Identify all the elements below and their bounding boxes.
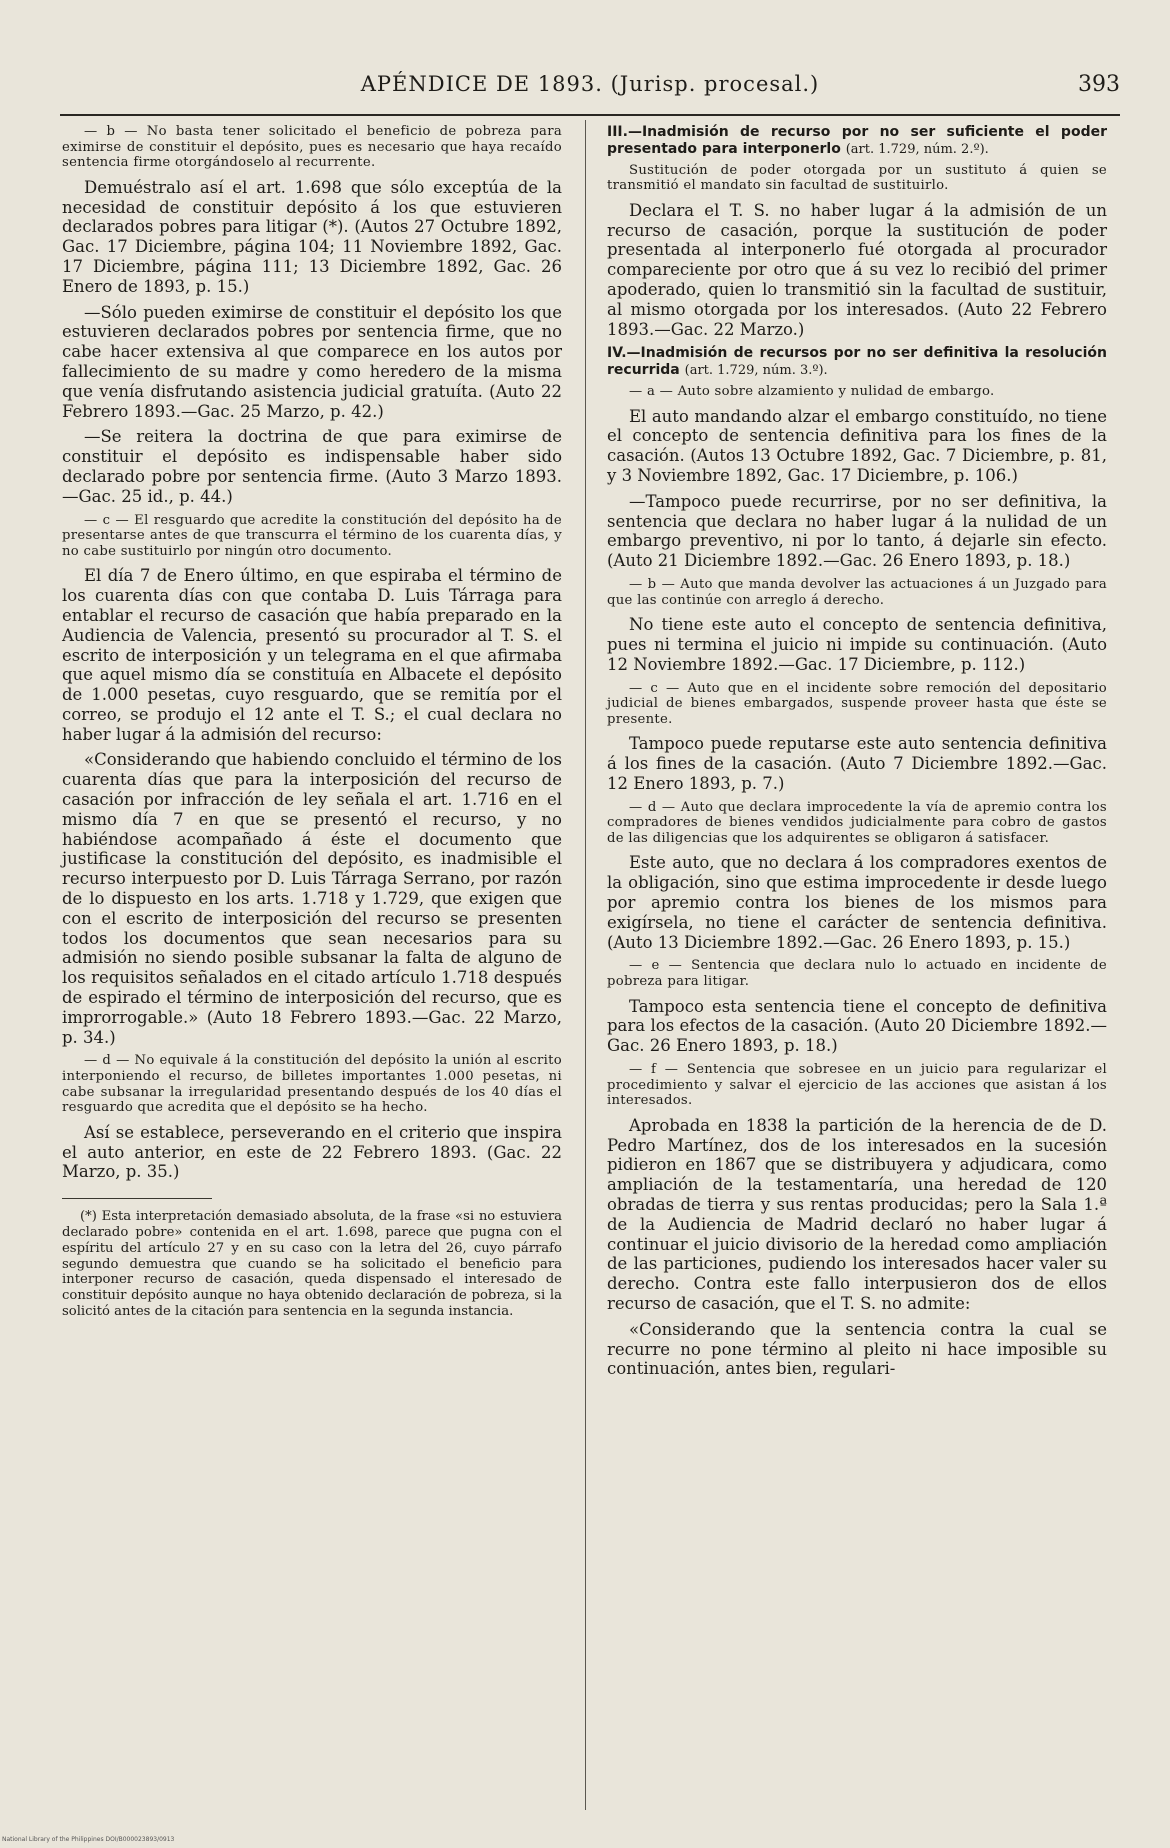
- body-paragraph: —Tampoco puede recurrirse, por no ser definitiva, la sentencia que declara no haber lugar á la nulidad de un embargo preventivo, ni por lo tanto, á dejarle sin efecto. (Auto 21 Diciembre 1892.—Gac. 26 Enero 1893, p. 18.): [607, 491, 1107, 571]
- body-paragraph: Aprobada en 1838 la partición de la herencia de de D. Pedro Martínez, dos de los interesados en la sucesión pidieron en 1867 que se distribuyera y adjudicara, como ampliación de la testamentaría, una heredad de 120 obradas de tierra y sus rentas producidas; pero la Sala 1.ª de la Audiencia de Madrid declaró no haber lugar á continuar el juicio divisorio de la heredad como ampliación de las particiones, pudiendo los interesados hacer valer su derecho. Contra este fallo interpusieron dos de ellos recurso de casación, que el T. S. no admite:: [607, 1115, 1107, 1313]
- page-number: 393: [1078, 72, 1120, 97]
- summary-paragraph: Sustitución de poder otorgada por un sustituto á quien se transmitió el mandato sin facultad de sustituirlo.: [607, 162, 1107, 194]
- body-paragraph: —Se reitera la doctrina de que para eximirse de constituir el depósito es indispensable haber sido declarado pobre por sentencia firme. (Auto 3 Marzo 1893.—Gac. 25 id., p. 44.): [62, 427, 562, 506]
- body-paragraph: Así se establece, perseverando en el criterio que inspira el auto anterior, en este de 22 Febrero 1893. (Gac. 22 Marzo, p. 35.): [62, 1122, 562, 1182]
- header-rule: [60, 114, 1120, 116]
- section-heading: [607, 345, 1107, 380]
- body-paragraph: —Sólo pueden eximirse de constituir el depósito los que estuvieren declarados pobres por sentencia firme, que no cabe hacer extensiva al que comparece en los autos por fallecimiento de su madre y como heredero de la misma que venía disfrutando asistencia judicial gratuíta. (Auto 22 Febrero 1893.—Gac. 25 Marzo, p. 42.): [62, 302, 562, 421]
- article-reference: (art. 1.729, núm. 2.º).: [845, 141, 989, 157]
- summary-paragraph: — d — Auto que declara improcedente la vía de apremio contra los compradores de bienes vendidos judicialmente para cobro de gastos de las diligencias que los adquirentes se obligaron á satisfacer.: [607, 799, 1107, 846]
- column-divider: [585, 120, 586, 1810]
- summary-paragraph: — c — El resguardo que acredite la constitución del depósito ha de presentarse antes de que transcurra el término de los cuarenta días, y no cabe sustituirlo por ningún otro documento.: [62, 512, 562, 559]
- body-paragraph: «Considerando que habiendo concluido el término de los cuarenta días que para la interposición del recurso de casación por infracción de ley señala el art. 1.716 en el mismo día 7 en que se presentó el recurso, y no habiéndose acompañado á éste el documento que justificase la constitución del depósito, es inadmisible el recurso interpuesto por D. Luis Tárraga Serrano, por razón de lo dispuesto en los arts. 1.718 y 1.729, que exigen que con el escrito de interposición del recurso se presenten todos los documentos que sean necesarios para su admisión no siendo posible subsanar la falta de alguno de los requisitos señalados en el citado artículo 1.718 después de espirado el término de interposición del recurso, que es improrrogable.» (Auto 18 Febrero 1893.—Gac. 22 Marzo, p. 34.): [62, 750, 562, 1047]
- body-paragraph: El día 7 de Enero último, en que espiraba el término de los cuarenta días con que contaba D. Luis Tárraga para entablar el recurso de casación que había preparado en la Audiencia de Valencia, presentó su procurador al T. S. el escrito de interposición y un telegrama en el que afirmaba que aquel mismo día se constituía en Albacete el depósito de 1.000 pesetas, cuyo resguardo, que se remitía por el correo, se produjo el 12 ante el T. S.; el cual declara no haber lugar á la admisión del recurso:: [62, 566, 562, 744]
- body-paragraph: Este auto, que no declara á los compradores exentos de la obligación, sino que estima improcedente ir desde luego por apremio contra los bienes de los mismos para exigírsela, no tiene el carácter de sentencia definitiva. (Auto 13 Diciembre 1892.—Gac. 26 Enero 1893, p. 15.): [607, 853, 1107, 952]
- body-paragraph: Demuéstralo así el art. 1.698 que sólo exceptúa de la necesidad de constituir depósito á los que estuvieren declarados pobres para litigar (*). (Autos 27 Octubre 1892, Gac. 17 Diciembre, página 104; 11 Noviembre 1892, Gac. 17 Diciembre, página 111; 13 Diciembre 1892, Gac. 26 Enero de 1893, p. 15.): [62, 177, 562, 296]
- body-paragraph: Tampoco esta sentencia tiene el concepto de definitiva para los efectos de la casación. (Auto 20 Diciembre 1892.—Gac. 26 Enero 1893, p. 18.): [607, 996, 1107, 1056]
- section-heading: [607, 124, 1107, 159]
- left-column: [62, 124, 562, 1320]
- library-note: National Library of the Philippines DOI/B000023893/0913: [2, 1836, 175, 1843]
- page-header: [60, 72, 1120, 108]
- summary-paragraph: — f — Sentencia que sobresee en un juicio para regularizar el procedimiento y salvar el ejercicio de las acciones que asistan á los interesados.: [607, 1062, 1107, 1109]
- body-paragraph: Declara el T. S. no haber lugar á la admisión de un recurso de casación, porque la sustitución de poder presentada al interponerlo fué otorgada al procurador compareciente por otro que á su vez lo recibió del primer apoderado, quien lo transmitió sin la facultad de sustituir, al mismo otorgada por los interesados. (Auto 22 Febrero 1893.—Gac. 22 Marzo.): [607, 200, 1107, 339]
- section-heading-text: III.—Inadmisión de recurso por no ser suficiente el poder presentado para interponerlo: [607, 124, 1107, 157]
- summary-paragraph: — c — Auto que en el incidente sobre remoción del depositario judicial de bienes embargados, suspende proveer hasta que éste se presente.: [607, 680, 1107, 727]
- footnote: (*) Esta interpretación demasiado absoluta, de la frase «si no estuviera declarado pobre» contenida en el art. 1.698, parece que pugna con el espíritu del artículo 27 y en su caso con la letra del 26, cuyo párrafo segundo demuestra que cuando se ha solicitado el beneficio para interponer recurso de casación, queda dispensado el interesado de constituir depósito aunque no haya obtenido declaración de pobreza, si la solicitó antes de la citación para sentencia en la segunda instancia.: [62, 1209, 562, 1319]
- right-column: [607, 124, 1107, 1385]
- article-reference: (art. 1.729, núm. 3.º).: [684, 363, 828, 379]
- body-paragraph: Tampoco puede reputarse este auto sentencia definitiva á los fines de la casación. (Auto 7 Diciembre 1892.—Gac. 12 Enero 1893, p. 7.): [607, 734, 1107, 793]
- section-heading-text: IV.—Inadmisión de recursos por no ser definitiva la resolución recurrida: [607, 345, 1107, 379]
- summary-paragraph: — b — No basta tener solicitado el beneficio de pobreza para eximirse de constituir el depósito, pues es necesario que haya recaído sentencia firme otorgándoselo al recurrente.: [62, 124, 562, 171]
- summary-paragraph: — a — Auto sobre alzamiento y nulidad de embargo.: [629, 383, 995, 399]
- footnote-rule: [62, 1198, 212, 1199]
- body-paragraph: «Considerando que la sentencia contra la cual se recurre no pone término al pleito ni hace imposible su continuación, antes bien, regulari-: [607, 1319, 1107, 1379]
- running-title: APÉNDICE DE 1893. (Jurisp. procesal.): [360, 72, 820, 96]
- body-paragraph: No tiene este auto el concepto de sentencia definitiva, pues ni termina el juicio ni impide su continuación. (Auto 12 Noviembre 1892.—Gac. 17 Diciembre, p. 112.): [607, 615, 1107, 674]
- summary-paragraph: — b — Auto que manda devolver las actuaciones á un Juzgado para que las continúe con arreglo á derecho.: [607, 576, 1107, 608]
- summary-paragraph: — e — Sentencia que declara nulo lo actuado en incidente de pobreza para litigar.: [607, 958, 1107, 990]
- body-paragraph: El auto mandando alzar el embargo constituído, no tiene el concepto de sentencia definitiva para los fines de la casación. (Autos 13 Octubre 1892, Gac. 7 Diciembre, p. 81, y 3 Noviembre 1892, Gac. 17 Diciembre, p. 106.): [607, 406, 1107, 485]
- summary-paragraph: — d — No equivale á la constitución del depósito la unión al escrito interponiendo el recurso, de billetes importantes 1.000 pesetas, ni cabe subsanar la irregularidad presentando después de los 40 días el resguardo que acredita que el depósito se ha hecho.: [62, 1053, 562, 1116]
